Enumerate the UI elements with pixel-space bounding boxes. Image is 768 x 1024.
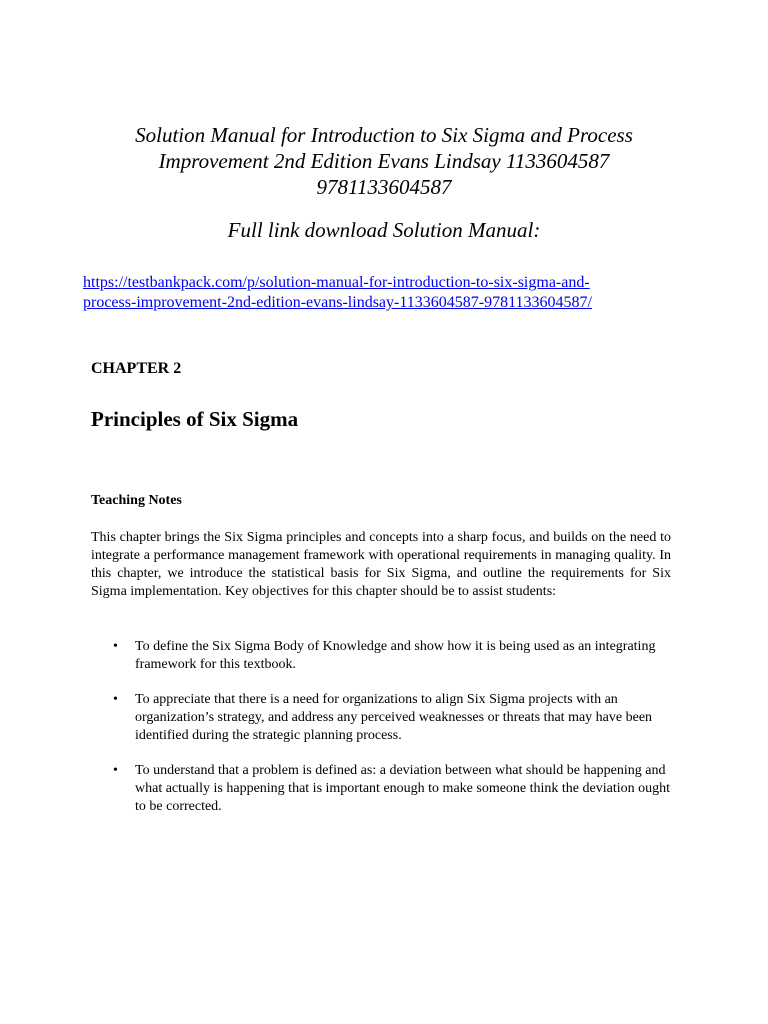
objective-text: To define the Six Sigma Body of Knowledge and show how it is being used as an integrating framework for this textbook. [135, 639, 656, 672]
chapter-title: Principles of Six Sigma [91, 407, 299, 431]
section-heading: Teaching Notes [91, 493, 182, 508]
objectives-list [91, 638, 671, 833]
document-title [60, 122, 708, 200]
download-link-line[interactable]: https://testbankpack.com/p/solution-manual-for-introduction-to-six-sigma-and- [83, 274, 590, 291]
chapter-label: CHAPTER 2 [91, 360, 182, 377]
objective-text: To appreciate that there is a need for organizations to align Six Sigma projects with an organization’s strategy, and address any perceived weaknesses or threats that may have been identified during the strategic planning process. [135, 692, 653, 743]
title-line: 9781133604587 [316, 175, 452, 199]
title-line: Improvement 2nd Edition Evans Lindsay 1133604587 [158, 149, 610, 173]
title-line: Solution Manual for Introduction to Six Sigma and Process [135, 123, 633, 147]
bullet-icon: • [113, 692, 118, 707]
objective-text: To understand that a problem is defined as: a deviation between what should be happening and what actually is happening that is important enough to make someone think the deviation ought to be corrected. [135, 763, 671, 814]
intro-paragraph: This chapter brings the Six Sigma principles and concepts into a sharp focus, and builds on the need to integrate a performance management framework with operational requirements in managing quality. In this chapter, we introduce the statistical basis for Six Sigma, and outline the requirements for Six Sigma implementation. Key objectives for this chapter should be to assist students: [91, 530, 671, 599]
full-link-caption: Full link download Solution Manual: [227, 218, 541, 242]
download-link-line[interactable]: process-improvement-2nd-edition-evans-lindsay-1133604587-9781133604587/ [83, 294, 592, 311]
objective-item [91, 638, 671, 674]
bullet-icon: • [113, 639, 118, 654]
download-link[interactable] [83, 273, 703, 313]
objective-item [91, 762, 671, 816]
bullet-icon: • [113, 763, 118, 778]
objective-item [91, 691, 671, 745]
